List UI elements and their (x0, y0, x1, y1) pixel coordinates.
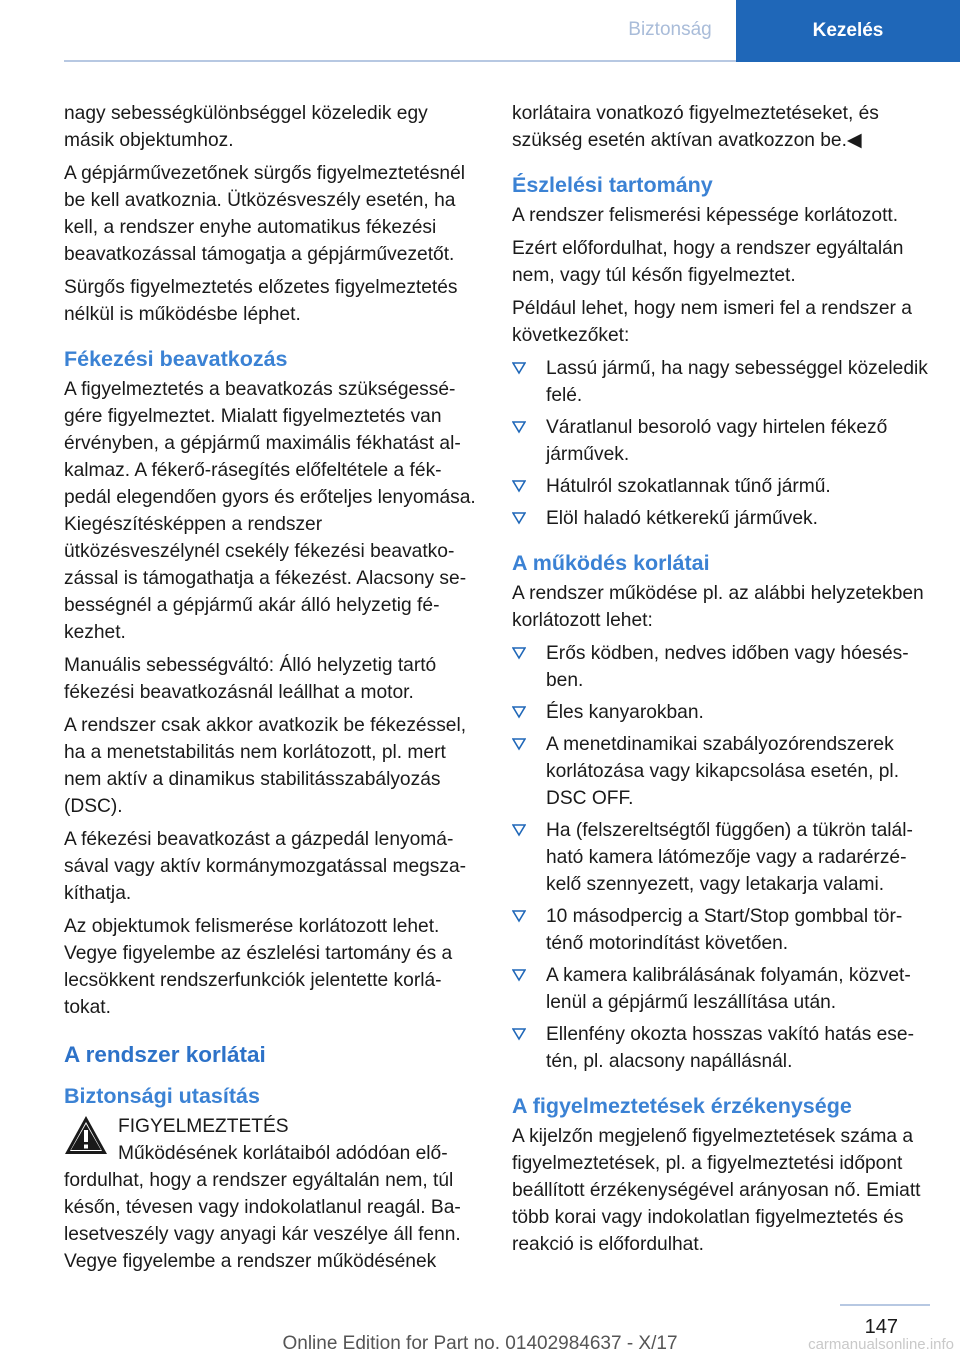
list-item-text: Ellenfény okozta hosszas vakító hatás esetén, pl. alacsony napállásnál. (546, 1024, 914, 1072)
bullet-triangle-icon (512, 420, 526, 434)
footer-rule (840, 1304, 930, 1306)
warning-triangle-icon (64, 1115, 108, 1155)
bullet-triangle-icon (512, 361, 526, 375)
paragraph: nagy sebességkülönbséggel közeledik egy másik objektumhoz. (64, 103, 428, 151)
tab-kezeles[interactable]: Kezelés (736, 0, 960, 62)
heading-warning-sensitivity: A figyelmeztetések érzékenysége (512, 1094, 852, 1118)
bullet-triangle-icon (512, 968, 526, 982)
edition-note: Online Edition for Part no. 01402984637 - X/17 (282, 1333, 678, 1354)
bullet-triangle-icon (512, 479, 526, 493)
paragraph: A fékezési beavatkozást a gázpedál lenyomásával vagy aktív kormánymozgatással megszakíthatja. (64, 829, 467, 904)
list-item (512, 903, 930, 957)
paragraph: A kijelzőn megjelenő figyelmeztetések száma a figyelmeztetések, pl. a figyelmeztetési időpont beállított érzékenységével arányosan nő. Emiatt több korai vagy indokolatlan figyelmeztetés és reakció is előfordulhat. (512, 1126, 921, 1255)
right-column (512, 100, 930, 1264)
tab-biztonsag[interactable]: Biztonság (628, 19, 712, 40)
paragraph: Manuális sebességváltó: Álló helyzetig tartó fékezési beavatkozásnál leállhat a motor. (64, 655, 437, 703)
bullet-list-detection (512, 355, 930, 532)
page-header (0, 0, 960, 62)
paragraph: A rendszer felismerési képessége korlátozott. (512, 205, 899, 226)
paragraph: Az objektumok felismerése korlátozott lehet. Vegye figyelembe az észlelési tartomány és a lecsökkent rendszerfunkciók jelentette korlátokat. (64, 916, 453, 1018)
list-item-text: A kamera kalibrálásának folyamán, közvetlenül a gépjármű leszállítása után. (546, 965, 911, 1013)
heading-detection-range: Észlelési tartomány (512, 173, 713, 197)
list-item-text: Ha (felszereltségtől függően) a tükrön található kamera látómezője vagy a radarérzékelő szennyezett, vagy letakarja valami. (546, 820, 913, 895)
paragraph: A gépjárművezetőnek sürgős figyelmeztetésnél be kell avatkoznia. Ütközésveszély esetén, ha kell, a rendszer enyhe automatikus fékezési beavatkozással támogatja a gépjárművezetőt. (64, 163, 466, 265)
list-item-text: A menetdinamikai szabályozórendszerek korlátozása vagy kikapcsolása esetén, pl. DSC OFF. (546, 734, 900, 809)
list-item-text: Hátulról szokatlannak tűnő jármű. (546, 476, 831, 497)
paragraph: A figyelmeztetés a beavatkozás szükségességére figyelmeztet. Mialatt figyelmeztetés van érvényben, a gépjármű maximális fékhatást alkalmaz. A fékerő-rásegítés előfeltétele a fékpedál elegendően gyors és erőteljes lenyomása. Kiegészítésképpen a rendszer ütközésveszélynél csekély fékezési beavatkozással is támogathatja a fékezést. Alacsony sebességnél a gépjármű akár álló helyzetig fékezhet. (64, 379, 476, 643)
bullet-triangle-icon (512, 646, 526, 660)
list-item (512, 414, 930, 468)
page-number: 147 (864, 1316, 898, 1338)
list-item-text: Lassú jármű, ha nagy sebességgel közeledik felé. (546, 358, 928, 406)
paragraph: korlátaira vonatkozó figyelmeztetéseket, és szükség esetén aktívan avatkozzon be.◀ (512, 103, 879, 151)
list-item (512, 505, 930, 532)
left-column (64, 100, 478, 1275)
list-item-text: Váratlanul besoroló vagy hirtelen fékező járművek. (546, 417, 888, 465)
bullet-triangle-icon (512, 1027, 526, 1041)
warning-block (64, 1113, 478, 1275)
warning-title: FIGYELMEZTETÉS (118, 1116, 289, 1137)
list-item-text: Éles kanyarokban. (546, 702, 704, 723)
list-item (512, 962, 930, 1016)
watermark: carmanualsonline.info (808, 1336, 954, 1353)
list-item (512, 731, 930, 812)
list-item (512, 640, 930, 694)
heading-braking: Fékezési beavatkozás (64, 347, 288, 371)
warning-text: Működésének korlátaiból adódóan előfordulhat, hogy a rendszer egyáltalán nem, túl későn, tévesen vagy indokolatlanul reagál. Balesetveszély vagy anyagi kár veszélye áll fenn. Vegye figyelembe a rendszer működésének (64, 1143, 461, 1272)
bullet-list-limits (512, 640, 930, 1075)
list-item-text: 10 másodpercig a Start/Stop gombbal történő motorindítást követően. (546, 906, 903, 954)
paragraph: A rendszer működése pl. az alábbi helyzetekben korlátozott lehet: (512, 583, 924, 631)
paragraph: Például lehet, hogy nem ismeri fel a rendszer a következőket: (512, 298, 912, 346)
paragraph: Ezért előfordulhat, hogy a rendszer egyáltalán nem, vagy túl későn figyelmeztet. (512, 238, 904, 286)
list-item (512, 699, 930, 726)
list-item-text: Elöl haladó kétkerekű járművek. (546, 508, 818, 529)
heading-function-limits: A működés korlátai (512, 551, 710, 575)
bullet-triangle-icon (512, 511, 526, 525)
bullet-triangle-icon (512, 823, 526, 837)
list-item (512, 355, 930, 409)
bullet-triangle-icon (512, 737, 526, 751)
paragraph: Sürgős figyelmeztetés előzetes figyelmeztetés nélkül is működésbe léphet. (64, 277, 458, 325)
heading-safety: Biztonsági utasítás (64, 1084, 260, 1108)
bullet-triangle-icon (512, 705, 526, 719)
paragraph: A rendszer csak akkor avatkozik be fékezéssel, ha a menetstabilitás nem korlátozott, pl. mert nem aktív a dinamikus stabilitásszabályozás (DSC). (64, 715, 467, 817)
heading-system-limits: A rendszer korlátai (64, 1042, 266, 1067)
list-item (512, 817, 930, 898)
bullet-triangle-icon (512, 909, 526, 923)
list-item (512, 473, 930, 500)
list-item (512, 1021, 930, 1075)
list-item-text: Erős ködben, nedves időben vagy hóesésben. (546, 643, 909, 691)
